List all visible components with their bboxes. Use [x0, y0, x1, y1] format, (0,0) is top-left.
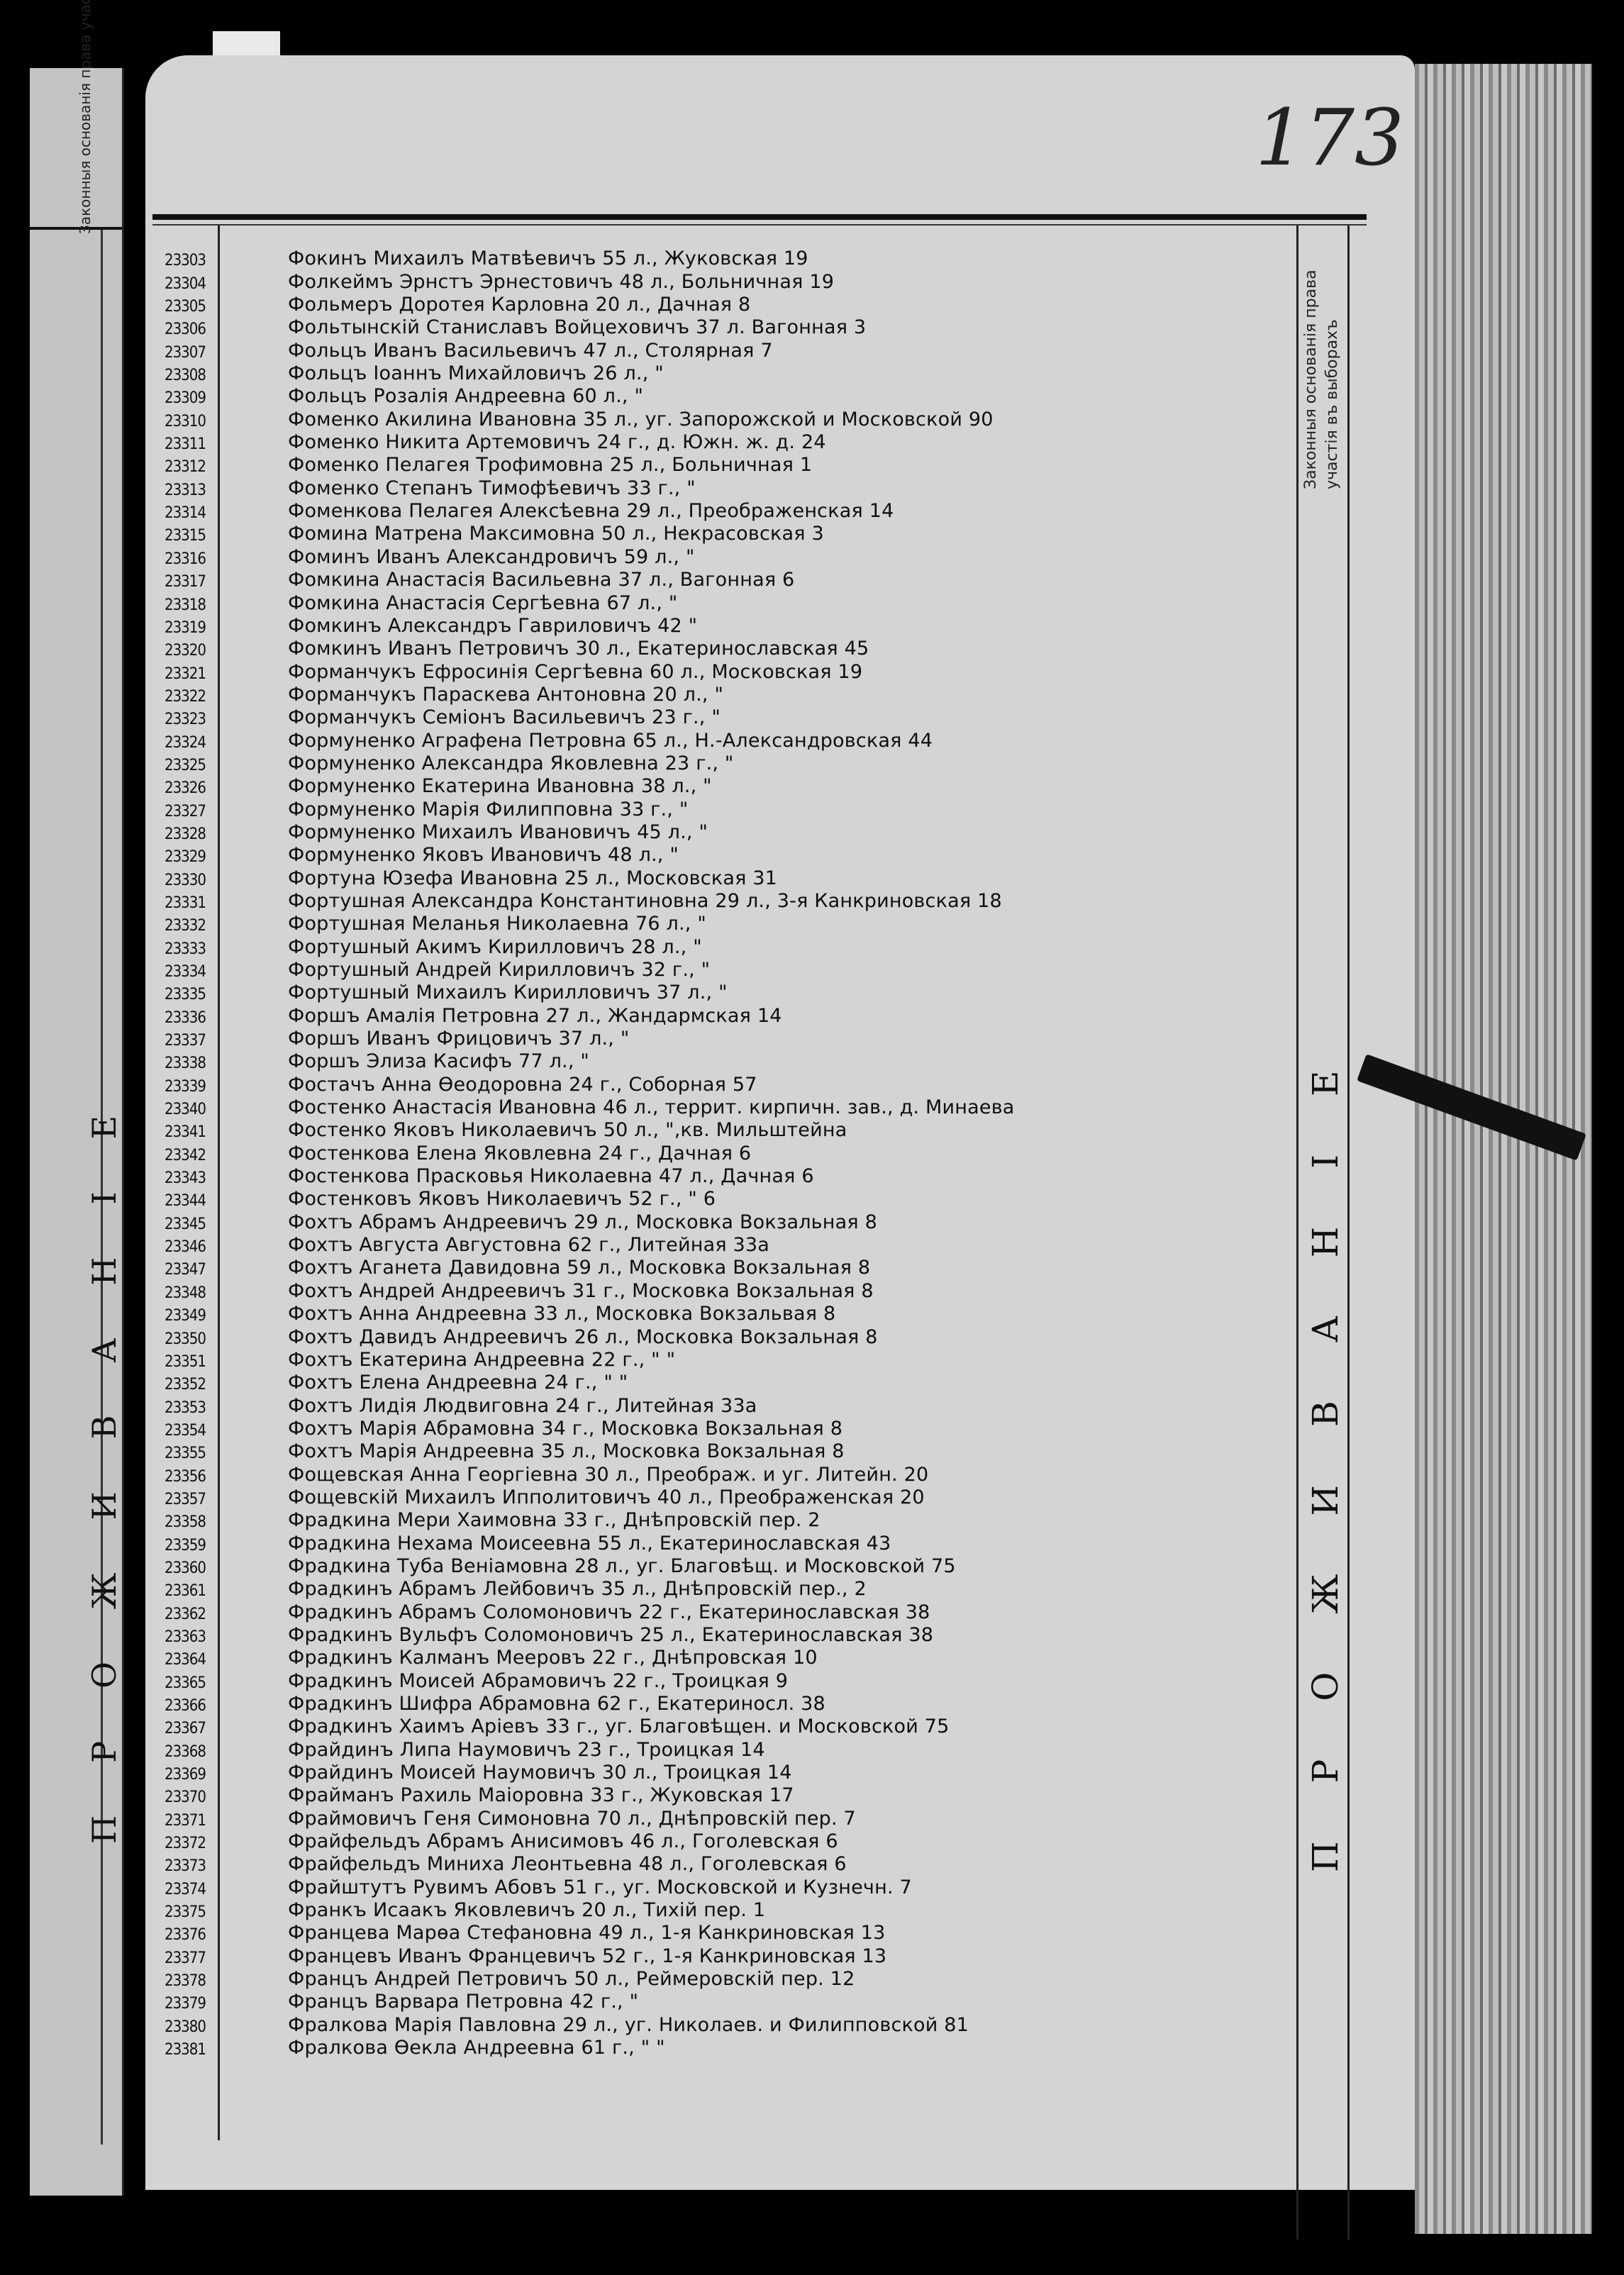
entry-text: Фольцъ Иванъ Васильевичъ 47 л., Столярная 7: [288, 339, 773, 362]
register-row: [165, 1096, 1285, 1118]
register-row: [165, 1256, 1285, 1279]
entry-text: Фомкина Анастасія Сергѣевна 67 л., ": [288, 591, 678, 614]
register-row: [165, 1784, 1285, 1806]
register-row: [165, 1715, 1285, 1737]
entry-text: Фрадкинъ Вульфъ Соломоновичъ 25 л., Екатеринославская 38: [288, 1623, 934, 1646]
entry-text: Фортуна Юзефа Ивановна 25 л., Московская 31: [288, 867, 778, 889]
register-row: [165, 362, 1285, 384]
entry-number: 23333: [165, 940, 206, 958]
entry-text: Фрадкинъ Калманъ Мееровъ 22 г., Днѣпровская 10: [288, 1647, 818, 1669]
register-row: [165, 752, 1285, 774]
register-row: [165, 912, 1285, 935]
entry-number: 23368: [165, 1742, 206, 1761]
entry-text: Францевъ Иванъ Францевичъ 52 г., 1-я Канкриновская 13: [288, 1945, 887, 1967]
register-row: [165, 1531, 1285, 1554]
register-row: [165, 660, 1285, 682]
entry-number: 23352: [165, 1376, 206, 1394]
register-row: [165, 1600, 1285, 1623]
register-row: [165, 1003, 1285, 1026]
top-rule: [152, 214, 1367, 220]
entry-number: 23310: [165, 412, 206, 430]
side-heading: ПРОЖИВАНІЕ: [1305, 1012, 1346, 1872]
page-number: 173: [1255, 92, 1404, 183]
entry-number: 23307: [165, 343, 206, 362]
entry-text: Фостенковъ Яковъ Николаевичъ 52 г., " 6: [288, 1188, 716, 1211]
entry-number: 23332: [165, 917, 206, 935]
entry-text: Фохтъ Абрамъ Андреевичъ 29 л., Московка Вокзальная 8: [288, 1211, 877, 1233]
entry-number: 23348: [165, 1284, 206, 1302]
entry-number: 23358: [165, 1513, 206, 1532]
register-row: [165, 316, 1285, 338]
register-row: [165, 591, 1285, 613]
entry-text: Фостачъ Анна Ѳеодоровна 24 г., Соборная 57: [288, 1073, 757, 1096]
entry-text: Фомкина Анастасія Васильевна 37 л., Вагонная 6: [288, 569, 795, 591]
entry-number: 23309: [165, 389, 206, 408]
entry-number: 23343: [165, 1169, 206, 1188]
entry-text: Фоменко Никита Артемовичъ 24 г., д. Южн. ж. д. 24: [288, 431, 826, 454]
entry-text: Фрадкинъ Шифра Абрамовна 62 г., Екатериносл. 38: [288, 1693, 825, 1715]
entry-number: 23304: [165, 274, 206, 293]
entry-number: 23356: [165, 1467, 206, 1486]
entry-text: Фортушная Меланья Николаевна 76 л., ": [288, 913, 706, 935]
entry-text: Фраймовичъ Геня Симоновна 70 л., Днѣпровскій пер. 7: [288, 1807, 856, 1830]
register-row: [165, 774, 1285, 797]
entry-number: 23340: [165, 1101, 206, 1119]
entry-number: 23314: [165, 504, 206, 523]
entry-text: Францева Марѳа Стефановна 49 л., 1-я Канкриновская 13: [288, 1922, 886, 1945]
entry-number: 23370: [165, 1789, 206, 1807]
entry-text: Франкъ Исаакъ Яковлевичъ 20 л., Тихій пер. 1: [288, 1899, 766, 1922]
register-row: [165, 1875, 1285, 1898]
entry-text: Форшъ Иванъ Фрицовичъ 37 л., ": [288, 1028, 630, 1050]
entry-text: Фортушный Андрей Кирилловичъ 32 г., ": [288, 959, 711, 981]
entry-text: Фрайманъ Рахиль Маіоровна 33 г., Жуковская 17: [288, 1784, 794, 1807]
entry-number: 23374: [165, 1880, 206, 1898]
entry-text: Фрайфельдъ Абрамъ Анисимовъ 46 л., Гоголевская 6: [288, 1830, 838, 1853]
entry-text: Фомкинъ Иванъ Петровичъ 30 л., Екатеринославская 45: [288, 638, 869, 660]
entry-text: Фостенкова Елена Яковлевна 24 г., Дачная 6: [288, 1142, 752, 1164]
entry-text: Фощевская Анна Георгіевна 30 л., Преображ. и уг. Литейн. 20: [288, 1463, 929, 1486]
entry-number: 23349: [165, 1307, 206, 1325]
register-row: [165, 1371, 1285, 1394]
entry-number: 23323: [165, 711, 206, 729]
entry-text: Фрадкинъ Абрамъ Соломоновичъ 22 г., Екатеринославская 38: [288, 1601, 930, 1623]
entry-number: 23351: [165, 1352, 206, 1371]
register-row: [165, 430, 1285, 453]
entry-text: Фольцъ Розалія Андреевна 60 л., ": [288, 385, 644, 408]
entry-number: 23320: [165, 642, 206, 660]
entry-text: Фрайфельдъ Миниха Леонтьевна 48 л., Гоголевская 6: [288, 1853, 847, 1876]
entry-text: Форшъ Элиза Касифъ 77 л., ": [288, 1050, 590, 1073]
entry-number: 23354: [165, 1421, 206, 1440]
entry-text: Фортушный Михаилъ Кирилловичъ 37 л., ": [288, 981, 728, 1004]
entry-text: Францъ Андрей Петровичъ 50 л., Реймеровскій пер. 12: [288, 1968, 855, 1991]
entry-number: 23347: [165, 1261, 206, 1279]
entry-number: 23330: [165, 871, 206, 889]
entry-number: 23360: [165, 1559, 206, 1577]
register-row: [165, 1325, 1285, 1347]
register-row: [165, 614, 1285, 637]
right-column-heading: Законныя основанія права участія въ выборахъ: [1302, 269, 1341, 489]
register-row: [165, 1279, 1285, 1301]
entry-number: 23308: [165, 367, 206, 385]
entry-number: 23361: [165, 1582, 206, 1601]
entry-number: 23325: [165, 756, 206, 774]
register-entries: [165, 247, 1285, 2059]
register-row: [165, 1623, 1285, 1646]
right-column-line-outer: [1347, 226, 1350, 2240]
register-row: [165, 247, 1285, 269]
entry-text: Формуненко Екатерина Ивановна 38 л., ": [288, 775, 712, 798]
register-row: [165, 1554, 1285, 1577]
entry-text: Фрадкина Мери Хаимовна 33 г., Днѣпровскій пер. 2: [288, 1509, 821, 1532]
register-row: [165, 1141, 1285, 1164]
entry-number: 23303: [165, 252, 206, 270]
register-row: [165, 1669, 1285, 1691]
entry-text: Фоменко Акилина Ивановна 35 л., уг. Запорожской и Московской 90: [288, 408, 994, 430]
register-row: [165, 797, 1285, 820]
register-row: [165, 1486, 1285, 1508]
entry-number: 23369: [165, 1766, 206, 1784]
entry-text: Фохтъ Давидъ Андреевичъ 26 л., Московка Вокзальная 8: [288, 1325, 878, 1348]
register-row: [165, 1898, 1285, 1921]
register-row: [165, 545, 1285, 567]
entry-text: Формуненко Аграфена Петровна 65 л., Н.-Александровская 44: [288, 729, 933, 752]
register-row: [165, 637, 1285, 660]
register-row: [165, 958, 1285, 981]
register-row: [165, 476, 1285, 499]
entry-number: 23315: [165, 527, 206, 545]
entry-text: Фолкеймъ Эрнстъ Эрнестовичъ 48 л., Больничная 19: [288, 270, 835, 293]
entry-number: 23367: [165, 1720, 206, 1738]
register-row: [165, 2036, 1285, 2059]
entry-text: Формуненко Марія Филипповна 33 г., ": [288, 798, 689, 821]
entry-number: 23350: [165, 1330, 206, 1348]
register-row: [165, 1187, 1285, 1210]
entry-number: 23331: [165, 894, 206, 912]
register-row: [165, 453, 1285, 476]
entry-text: Форманчукъ Ефросинія Сергѣевна 60 л., Московская 19: [288, 660, 863, 683]
entry-number: 23334: [165, 963, 206, 981]
adjacent-page-side-heading: ПРОЖИВАНІЕ: [85, 1062, 123, 1844]
entry-number: 23306: [165, 321, 206, 339]
register-row: [165, 384, 1285, 407]
entry-text: Фралкова Ѳекла Андреевна 61 г., " ": [288, 2037, 665, 2059]
entry-text: Фохтъ Августа Августовна 62 г., Литейная 33а: [288, 1234, 770, 1257]
entry-text: Фрадкинъ Абрамъ Лейбовичъ 35 л., Днѣпровскій пер., 2: [288, 1578, 867, 1601]
register-row: [165, 522, 1285, 545]
entry-text: Фокинъ Михаилъ Матвѣевичъ 55 л., Жуковская 19: [288, 247, 808, 270]
register-row: [165, 1761, 1285, 1784]
entry-number: 23326: [165, 779, 206, 798]
entry-text: Фохтъ Екатерина Андреевна 22 г., " ": [288, 1348, 676, 1371]
register-row: [165, 1852, 1285, 1875]
entry-number: 23336: [165, 1008, 206, 1027]
entry-text: Фостенкова Прасковья Николаевна 47 л., Дачная 6: [288, 1165, 814, 1188]
entry-number: 23379: [165, 1995, 206, 2013]
entry-number: 23375: [165, 1903, 206, 1922]
register-row: [165, 1508, 1285, 1531]
entry-number: 23353: [165, 1398, 206, 1417]
entry-number: 23342: [165, 1146, 206, 1164]
entry-text: Формуненко Михаилъ Ивановичъ 45 л., ": [288, 821, 708, 843]
entry-number: 23362: [165, 1605, 206, 1623]
entry-text: Форшъ Амалія Петровна 27 л., Жандармская 14: [288, 1004, 782, 1027]
entry-number: 23372: [165, 1835, 206, 1853]
entry-number: 23324: [165, 733, 206, 752]
register-row: [165, 568, 1285, 591]
entry-number: 23305: [165, 298, 206, 316]
adjacent-page-top-rule: [30, 227, 122, 230]
entry-text: Форманчукъ Параскева Антоновна 20 л., ": [288, 683, 724, 706]
entry-text: Фольмеръ Доротея Карловна 20 л., Дачная 8: [288, 294, 751, 316]
entry-text: Фоменко Пелагея Трофимовна 25 л., Больничная 1: [288, 454, 813, 477]
entry-text: Фралкова Марія Павловна 29 л., уг. Николаев. и Филипповской 81: [288, 2013, 969, 2036]
register-row: [165, 1921, 1285, 1944]
register-row: [165, 1646, 1285, 1669]
entry-number: 23344: [165, 1192, 206, 1211]
register-row: [165, 1462, 1285, 1485]
entry-number: 23345: [165, 1215, 206, 1233]
entry-text: Фоменкова Пелагея Алексѣевна 29 л., Преображенская 14: [288, 500, 894, 523]
entry-number: 23376: [165, 1926, 206, 1945]
register-row: [165, 1072, 1285, 1095]
entry-number: 23337: [165, 1032, 206, 1050]
entry-text: Фрайштутъ Рувимъ Абовъ 51 г., уг. Московской и Кузнечн. 7: [288, 1876, 912, 1898]
register-row: [165, 683, 1285, 706]
entry-number: 23373: [165, 1857, 206, 1876]
entry-text: Фольтынскій Станиславъ Войцеховичъ 37 л. Вагонная 3: [288, 316, 867, 339]
entry-text: Фохтъ Анна Андреевна 33 л., Московка Вокзальвая 8: [288, 1303, 836, 1325]
register-row: [165, 821, 1285, 843]
entry-text: Фрадкинъ Хаимъ Аріевъ 33 г., уг. Благовѣщен. и Московской 75: [288, 1715, 950, 1738]
register-row: [165, 706, 1285, 728]
entry-text: Фольцъ Іоаннъ Михайловичъ 26 л., ": [288, 362, 664, 385]
register-row: [165, 1417, 1285, 1440]
register-row: [165, 1118, 1285, 1141]
entry-text: Фохтъ Елена Андреевна 24 г., " ": [288, 1372, 628, 1394]
top-rule-thin: [152, 224, 1367, 226]
register-row: [165, 407, 1285, 430]
register-row: [165, 1967, 1285, 1990]
entry-text: Фрайдинъ Липа Наумовичъ 23 г., Троицкая 14: [288, 1738, 765, 1761]
entry-text: Францъ Варвара Петровна 42 г., ": [288, 1991, 639, 2013]
register-row: [165, 1990, 1285, 2013]
register-row: [165, 1577, 1285, 1600]
register-row: [165, 843, 1285, 866]
register-row: [165, 269, 1285, 292]
right-column-line: [1296, 226, 1298, 2240]
entry-number: 23317: [165, 573, 206, 591]
entry-number: 23311: [165, 435, 206, 454]
register-row: [165, 728, 1285, 751]
register-row: [165, 1440, 1285, 1462]
register-row: [165, 1348, 1285, 1371]
entry-number: 23365: [165, 1674, 206, 1692]
register-row: [165, 1164, 1285, 1187]
entry-number: 23381: [165, 2041, 206, 2059]
register-row: [165, 935, 1285, 957]
entry-text: Фощевскій Михаилъ Ипполитовичъ 40 л., Преображенская 20: [288, 1486, 925, 1508]
entry-number: 23319: [165, 618, 206, 637]
entry-text: Формуненко Яковъ Ивановичъ 48 л., ": [288, 844, 679, 867]
entry-text: Фостенко Анастасія Ивановна 46 л., террит. кирпичн. зав., д. Минаева: [288, 1096, 1015, 1119]
entry-number: 23378: [165, 1972, 206, 1991]
entry-text: Фохтъ Марія Андреевна 35 л., Московка Вокзальная 8: [288, 1440, 845, 1463]
entry-text: Фохтъ Марія Абрамовна 34 г., Московка Вокзальная 8: [288, 1417, 843, 1440]
entry-number: 23364: [165, 1651, 206, 1669]
entry-number: 23327: [165, 802, 206, 821]
entry-number: 23380: [165, 2018, 206, 2036]
register-row: [165, 981, 1285, 1003]
register-row: [165, 1806, 1285, 1829]
entry-text: Фрадкина Туба Веніамовна 28 л., уг. Благовѣщ. и Московской 75: [288, 1554, 956, 1577]
register-row: [165, 1027, 1285, 1050]
entry-text: Фоменко Степанъ Тимофѣевичъ 33 г., ": [288, 477, 696, 499]
register-row: [165, 1692, 1285, 1715]
register-row: [165, 1737, 1285, 1760]
entry-number: 23346: [165, 1238, 206, 1257]
entry-number: 23366: [165, 1697, 206, 1715]
entry-text: Фостенко Яковъ Николаевичъ 50 л., ",кв. Мильштейна: [288, 1119, 847, 1142]
entry-number: 23357: [165, 1490, 206, 1508]
register-row: [165, 1233, 1285, 1256]
register-row: [165, 1302, 1285, 1325]
entry-number: 23329: [165, 848, 206, 867]
entry-number: 23339: [165, 1077, 206, 1096]
register-row: [165, 889, 1285, 912]
entry-text: Фохтъ Андрей Андреевичъ 31 г., Московка Вокзальная 8: [288, 1279, 874, 1302]
adjacent-page-column-heading: [77, 170, 94, 234]
entry-number: 23318: [165, 596, 206, 614]
entry-number: 23359: [165, 1536, 206, 1554]
register-row: [165, 338, 1285, 361]
entry-text: Фоминъ Иванъ Александровичъ 59 л., ": [288, 545, 695, 568]
entry-number: 23312: [165, 458, 206, 477]
entry-text: Фрайдинъ Моисей Наумовичъ 30 л., Троицкая 14: [288, 1762, 792, 1784]
entry-text: Фортушный Акимъ Кирилловичъ 28 л., ": [288, 935, 702, 958]
entry-text: Фохтъ Аганета Давидовна 59 л., Московка Вокзальная 8: [288, 1257, 871, 1279]
register-row: [165, 1210, 1285, 1233]
entry-number: 23341: [165, 1123, 206, 1142]
entry-number: 23322: [165, 687, 206, 706]
entry-text: Фортушная Александра Константиновна 29 л., 3-я Канкриновская 18: [288, 889, 1002, 912]
entry-number: 23338: [165, 1055, 206, 1073]
register-row: [165, 1944, 1285, 1967]
entry-number: 23363: [165, 1628, 206, 1646]
entry-number: 23355: [165, 1445, 206, 1463]
entry-number: 23371: [165, 1811, 206, 1830]
register-row: [165, 866, 1285, 889]
register-row: [165, 499, 1285, 522]
entry-text: Фомкинъ Александръ Гавриловичъ 42 ": [288, 614, 698, 637]
entry-text: Фомина Матрена Максимовна 50 л., Некрасовская 3: [288, 523, 824, 545]
entry-number: 23316: [165, 550, 206, 568]
register-row: [165, 1830, 1285, 1852]
register-row: [165, 1394, 1285, 1416]
entry-number: 23335: [165, 986, 206, 1004]
entry-number: 23321: [165, 664, 206, 683]
register-row: [165, 293, 1285, 316]
entry-number: 23328: [165, 825, 206, 843]
entry-text: Фрадкинъ Моисей Абрамовичъ 22 г., Троицкая 9: [288, 1669, 789, 1692]
entry-text: Форманчукъ Семіонъ Васильевичъ 23 г., ": [288, 706, 721, 729]
entry-text: Формуненко Александра Яковлевна 23 г., ": [288, 752, 734, 774]
entry-text: Фохтъ Лидія Людвиговна 24 г., Литейная 33а: [288, 1394, 757, 1417]
entry-number: 23313: [165, 481, 206, 499]
register-row: [165, 2013, 1285, 2035]
entry-text: Фрадкина Нехама Моисеевна 55 л., Екатеринославская 43: [288, 1532, 891, 1554]
entry-number: 23377: [165, 1949, 206, 1967]
register-row: [165, 1050, 1285, 1072]
